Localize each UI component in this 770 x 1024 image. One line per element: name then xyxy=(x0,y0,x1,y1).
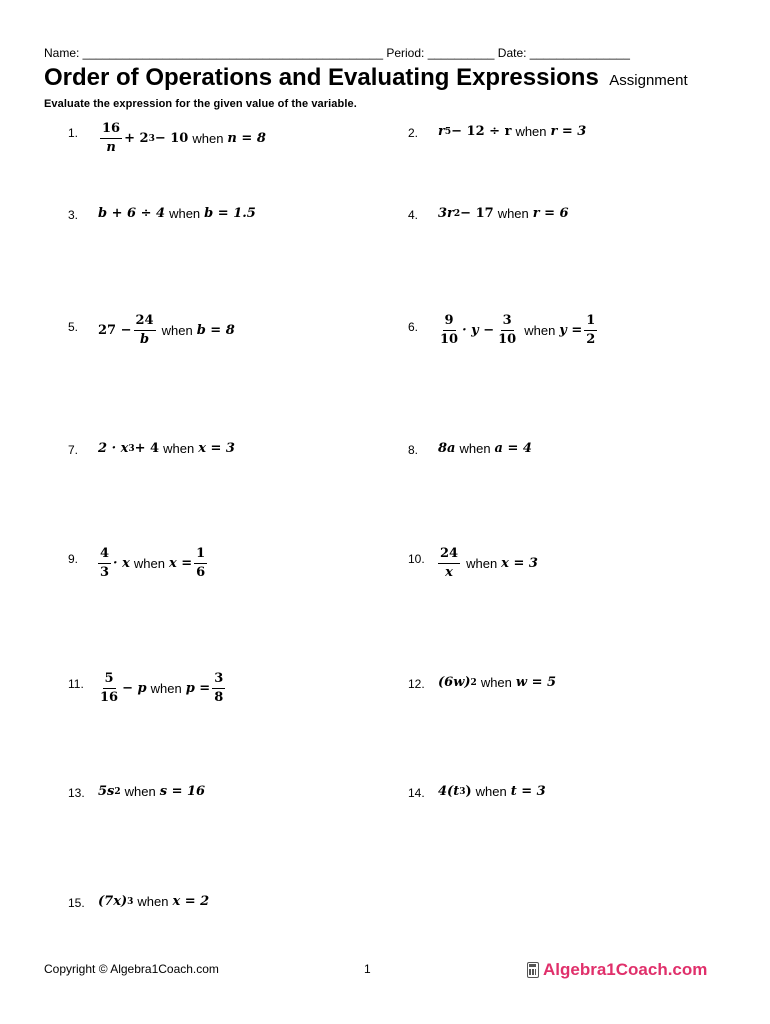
problem-number: 2. xyxy=(408,126,419,140)
exponent: 5 xyxy=(444,126,452,137)
condition: p = xyxy=(185,681,211,696)
condition: s = 16 xyxy=(159,784,206,799)
when-word: when xyxy=(192,131,224,146)
exponent: 2 xyxy=(470,677,477,688)
expr-part: + 4 xyxy=(134,441,160,456)
expr-part: b + 6 ÷ 4 xyxy=(98,206,166,221)
condition: r = 6 xyxy=(532,206,569,221)
problem-4 xyxy=(438,206,569,221)
exponent: 2 xyxy=(453,208,461,219)
problem-1 xyxy=(98,121,266,156)
problem-number: 15. xyxy=(68,896,85,910)
condition: r = 3 xyxy=(550,124,587,139)
when-word: when xyxy=(480,675,512,690)
problem-9 xyxy=(96,546,209,581)
expr-part: 8a xyxy=(438,441,456,456)
expr-part: · y − xyxy=(462,323,495,338)
when-word: when xyxy=(137,894,169,909)
expr-part: − p xyxy=(122,681,147,696)
name-period-date-line xyxy=(44,46,630,60)
denominator: 3 xyxy=(100,565,110,580)
problem-5 xyxy=(98,313,235,348)
condition: b = 8 xyxy=(196,323,235,338)
problem-number: 11. xyxy=(68,677,84,691)
condition: t = 3 xyxy=(510,784,546,799)
denominator: b xyxy=(140,332,150,347)
problem-number: 8. xyxy=(408,443,419,457)
problem-number: 14. xyxy=(408,786,425,800)
problem-12 xyxy=(438,675,556,690)
condition: w = 5 xyxy=(515,675,557,690)
when-word: when xyxy=(169,206,201,221)
problem-15 xyxy=(98,894,209,909)
when-word: when xyxy=(515,124,547,139)
condition: b = 1.5 xyxy=(204,206,256,221)
numerator: 3 xyxy=(501,313,514,331)
title-sub: Assignment xyxy=(609,72,688,89)
when-word: when xyxy=(133,556,165,571)
page-number: 1 xyxy=(364,962,371,976)
when-word: when xyxy=(524,323,556,338)
when-word: when xyxy=(161,323,193,338)
numerator: 5 xyxy=(103,671,116,689)
problem-number: 7. xyxy=(68,443,79,457)
denominator: x xyxy=(445,565,453,580)
page-title xyxy=(44,64,688,92)
condition: n = 8 xyxy=(227,131,266,146)
denominator: 6 xyxy=(196,565,206,580)
exponent: 3 xyxy=(459,786,466,797)
exponent: 2 xyxy=(114,786,121,797)
expr-part: 2 · x xyxy=(98,441,129,456)
numerator: 3 xyxy=(212,671,225,689)
denominator: 16 xyxy=(100,690,119,705)
problem-number: 9. xyxy=(68,552,79,566)
problem-8 xyxy=(438,441,532,456)
when-word: when xyxy=(475,784,507,799)
denominator: 10 xyxy=(498,332,517,347)
problem-11 xyxy=(96,671,227,706)
instructions: Evaluate the expression for the given value of the variable. xyxy=(44,98,357,110)
condition: x = 3 xyxy=(501,556,538,571)
expr-part: r xyxy=(438,124,445,139)
numerator: 24 xyxy=(134,313,156,331)
expr-part: 5s xyxy=(98,784,115,799)
problem-13 xyxy=(98,784,205,799)
when-word: when xyxy=(466,556,498,571)
problem-number: 6. xyxy=(408,320,419,334)
expr-part: (7x) xyxy=(98,894,128,909)
denominator: 10 xyxy=(440,332,459,347)
expr-part: (6w) xyxy=(438,675,471,690)
problem-6 xyxy=(436,313,599,348)
period-label: Period: __________ xyxy=(386,46,495,60)
expr-part: − 10 xyxy=(154,131,189,146)
exponent: 3 xyxy=(127,896,134,907)
numerator: 16 xyxy=(100,121,122,139)
problem-number: 5. xyxy=(68,320,79,334)
problem-14 xyxy=(438,784,546,799)
condition: x = xyxy=(168,556,193,571)
exponent: 3 xyxy=(148,133,155,144)
expr-part: 4(t xyxy=(438,784,460,799)
condition: x = 3 xyxy=(198,441,235,456)
numerator: 1 xyxy=(584,313,597,331)
title-main: Order of Operations and Evaluating Expressions xyxy=(44,64,599,91)
problem-number: 1. xyxy=(68,126,79,140)
expr-part: 3r xyxy=(438,206,454,221)
problem-3 xyxy=(98,206,256,221)
exponent: 3 xyxy=(128,443,135,454)
problem-2 xyxy=(438,124,586,139)
numerator: 1 xyxy=(194,546,207,564)
condition: a = 4 xyxy=(494,441,532,456)
calculator-icon xyxy=(527,962,539,978)
denominator: n xyxy=(106,140,116,155)
brand-text: Algebra1Coach.com xyxy=(543,960,708,979)
expr-part: − 17 xyxy=(460,206,494,221)
problem-10 xyxy=(436,546,538,581)
problem-number: 13. xyxy=(68,786,85,800)
denominator: 8 xyxy=(214,690,224,705)
copyright: Copyright © Algebra1Coach.com xyxy=(44,962,219,976)
condition: y = xyxy=(559,323,583,338)
expr-part: − 12 ÷ r xyxy=(451,124,512,139)
condition: x = 2 xyxy=(172,894,210,909)
when-word: when xyxy=(124,784,156,799)
problem-number: 10. xyxy=(408,552,425,566)
numerator: 9 xyxy=(443,313,456,331)
expr-part: + 2 xyxy=(124,131,149,146)
problem-number: 12. xyxy=(408,677,425,691)
when-word: when xyxy=(150,681,182,696)
problem-number: 4. xyxy=(408,208,419,222)
expr-part: ) xyxy=(465,784,472,799)
expr-part: · x xyxy=(113,556,130,571)
name-label: Name: _____________________________________________ xyxy=(44,46,383,60)
denominator: 2 xyxy=(586,332,596,347)
when-word: when xyxy=(459,441,491,456)
when-word: when xyxy=(497,206,529,221)
numerator: 4 xyxy=(98,546,111,564)
when-word: when xyxy=(163,441,195,456)
problem-number: 3. xyxy=(68,208,79,222)
problem-7 xyxy=(98,441,235,456)
date-label: Date: _______________ xyxy=(497,46,630,60)
brand-logo[interactable] xyxy=(527,960,707,980)
expr-part: 27 − xyxy=(98,323,132,338)
numerator: 24 xyxy=(438,546,460,564)
